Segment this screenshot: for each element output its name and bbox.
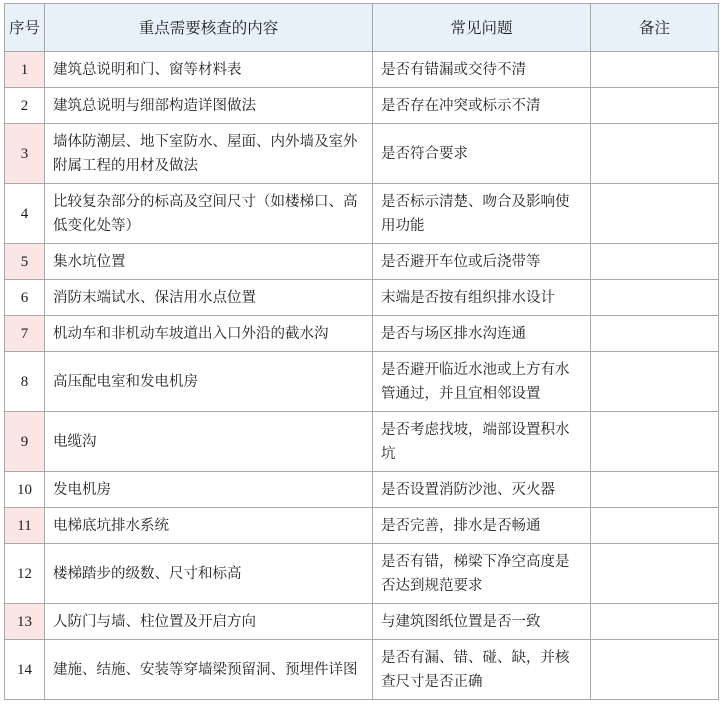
row-note <box>591 184 719 244</box>
header-note: 备注 <box>591 4 719 52</box>
row-content: 机动车和非机动车坡道出入口外沿的截水沟 <box>45 316 373 352</box>
row-index: 12 <box>5 544 45 604</box>
row-index: 2 <box>5 88 45 124</box>
row-index: 4 <box>5 184 45 244</box>
header-index: 序号 <box>5 4 45 52</box>
row-issue: 是否有错漏或交待不清 <box>373 52 591 88</box>
row-issue: 是否与场区排水沟连通 <box>373 316 591 352</box>
table-row <box>5 412 719 472</box>
row-content: 集水坑位置 <box>45 244 373 280</box>
row-note <box>591 412 719 472</box>
row-note <box>591 280 719 316</box>
table-row <box>5 88 719 124</box>
row-issue: 与建筑图纸位置是否一致 <box>373 604 591 640</box>
row-content: 比较复杂部分的标高及空间尺寸（如楼梯口、高低变化处等） <box>45 184 373 244</box>
row-note <box>591 472 719 508</box>
row-index: 9 <box>5 412 45 472</box>
row-index: 10 <box>5 472 45 508</box>
row-issue: 是否有错，梯梁下净空高度是否达到规范要求 <box>373 544 591 604</box>
row-index: 11 <box>5 508 45 544</box>
table-row <box>5 640 719 700</box>
table-container <box>4 3 719 700</box>
table-row <box>5 316 719 352</box>
row-issue: 末端是否按有组织排水设计 <box>373 280 591 316</box>
row-note <box>591 316 719 352</box>
row-note <box>591 508 719 544</box>
row-index: 1 <box>5 52 45 88</box>
row-issue: 是否避开车位或后浇带等 <box>373 244 591 280</box>
row-issue: 是否考虑找坡，端部设置积水坑 <box>373 412 591 472</box>
row-index: 7 <box>5 316 45 352</box>
table-row <box>5 472 719 508</box>
row-content: 建筑总说明与细部构造详图做法 <box>45 88 373 124</box>
row-note <box>591 244 719 280</box>
row-note <box>591 640 719 700</box>
row-issue: 是否完善，排水是否畅通 <box>373 508 591 544</box>
row-content: 电梯底坑排水系统 <box>45 508 373 544</box>
row-issue: 是否避开临近水池或上方有水管通过，并且宜相邻设置 <box>373 352 591 412</box>
row-issue: 是否设置消防沙池、灭火器 <box>373 472 591 508</box>
review-checklist-table <box>4 3 719 700</box>
row-index: 6 <box>5 280 45 316</box>
row-content: 人防门与墙、柱位置及开启方向 <box>45 604 373 640</box>
row-content: 墙体防潮层、地下室防水、屋面、内外墙及室外附属工程的用材及做法 <box>45 124 373 184</box>
row-content: 消防末端试水、保洁用水点位置 <box>45 280 373 316</box>
row-note <box>591 604 719 640</box>
row-issue: 是否存在冲突或标示不清 <box>373 88 591 124</box>
row-note <box>591 52 719 88</box>
table-row <box>5 604 719 640</box>
header-content: 重点需要核查的内容 <box>45 4 373 52</box>
row-issue: 是否标示清楚、吻合及影响使用功能 <box>373 184 591 244</box>
row-index: 8 <box>5 352 45 412</box>
table-row <box>5 52 719 88</box>
row-index: 3 <box>5 124 45 184</box>
row-issue: 是否有漏、错、碰、缺，并核查尺寸是否正确 <box>373 640 591 700</box>
row-index: 5 <box>5 244 45 280</box>
row-note <box>591 124 719 184</box>
row-note <box>591 352 719 412</box>
table-row <box>5 184 719 244</box>
row-content: 高压配电室和发电机房 <box>45 352 373 412</box>
row-note <box>591 544 719 604</box>
row-content: 建施、结施、安装等穿墙梁预留洞、预埋件详图 <box>45 640 373 700</box>
row-content: 发电机房 <box>45 472 373 508</box>
row-issue: 是否符合要求 <box>373 124 591 184</box>
row-content: 建筑总说明和门、窗等材料表 <box>45 52 373 88</box>
table-row <box>5 508 719 544</box>
table-row <box>5 352 719 412</box>
row-index: 14 <box>5 640 45 700</box>
row-note <box>591 88 719 124</box>
row-index: 13 <box>5 604 45 640</box>
table-row <box>5 280 719 316</box>
header-issue: 常见问题 <box>373 4 591 52</box>
row-content: 楼梯踏步的级数、尺寸和标高 <box>45 544 373 604</box>
table-row <box>5 544 719 604</box>
header-row <box>5 4 719 52</box>
table-row <box>5 244 719 280</box>
row-content: 电缆沟 <box>45 412 373 472</box>
table-row <box>5 124 719 184</box>
